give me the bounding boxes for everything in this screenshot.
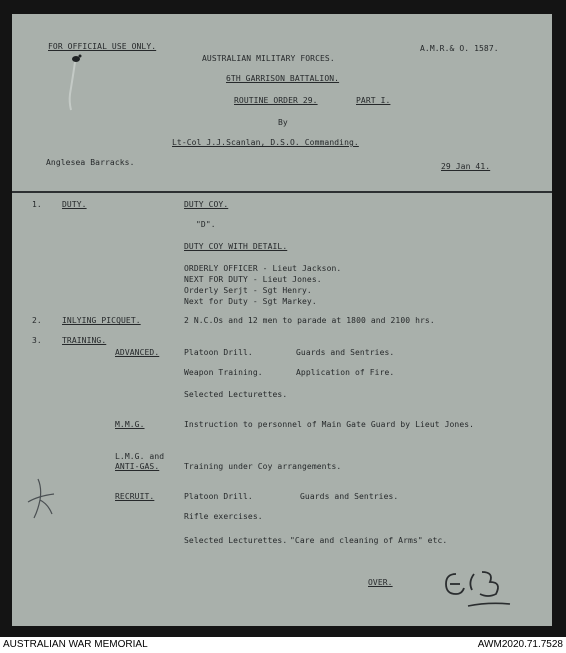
reference-number: A.M.R.& O. 1587. bbox=[420, 44, 499, 53]
advanced-row2-b: Application of Fire. bbox=[296, 368, 395, 377]
item-1-number: 1. bbox=[32, 200, 42, 209]
item-2-number: 2. bbox=[32, 316, 42, 325]
mmg-text: Instruction to personnel of Main Gate Guard by Lieut Jones. bbox=[184, 420, 475, 429]
advanced-row3: Selected Lecturettes. bbox=[184, 390, 288, 399]
signature-initials bbox=[438, 566, 518, 612]
commander-line: Lt-Col J.J.Scanlan, D.S.O. Commanding. bbox=[172, 138, 359, 147]
order-part: PART I. bbox=[356, 96, 391, 105]
by-label: By bbox=[278, 118, 288, 127]
margin-check-mark bbox=[24, 476, 58, 522]
duty-line: NEXT FOR DUTY - Lieut Jones. bbox=[184, 275, 322, 284]
recruit-row2: Rifle exercises. bbox=[184, 512, 263, 521]
recruit-row1-a: Platoon Drill. bbox=[184, 492, 253, 501]
duty-coy-heading: DUTY COY. bbox=[184, 200, 229, 209]
item-1-title: DUTY. bbox=[62, 200, 87, 209]
location-label: Anglesea Barracks. bbox=[46, 158, 135, 167]
duty-detail-heading: DUTY COY WITH DETAIL. bbox=[184, 242, 288, 251]
duty-line: ORDERLY OFFICER - Lieut Jackson. bbox=[184, 264, 342, 273]
document-page bbox=[12, 14, 552, 626]
advanced-row1-b: Guards and Sentries. bbox=[296, 348, 395, 357]
lmg-label-line1: L.M.G. and bbox=[115, 452, 165, 461]
header-divider bbox=[12, 191, 552, 193]
item-3-title: TRAINING. bbox=[62, 336, 107, 345]
duty-line: Orderly Serjt - Sgt Henry. bbox=[184, 286, 312, 295]
order-date: 29 Jan 41. bbox=[441, 162, 491, 171]
item-3-number: 3. bbox=[32, 336, 42, 345]
footer-institution: AUSTRALIAN WAR MEMORIAL bbox=[3, 639, 148, 650]
item-2-title: INLYING PICQUET. bbox=[62, 316, 141, 325]
mmg-label: M.M.G. bbox=[115, 420, 145, 429]
org-title: AUSTRALIAN MILITARY FORCES. bbox=[202, 54, 335, 63]
picquet-text: 2 N.C.Os and 12 men to parade at 1800 and 2100 hrs. bbox=[184, 316, 435, 325]
duty-line: Next for Duty - Sgt Markey. bbox=[184, 297, 317, 306]
archive-footer bbox=[0, 637, 566, 653]
advanced-label: ADVANCED. bbox=[115, 348, 160, 357]
recruit-label: RECRUIT. bbox=[115, 492, 155, 501]
advanced-row2-a: Weapon Training. bbox=[184, 368, 263, 377]
classification-label: FOR OFFICIAL USE ONLY. bbox=[48, 42, 157, 51]
over-label: OVER. bbox=[368, 578, 393, 587]
advanced-row1-a: Platoon Drill. bbox=[184, 348, 253, 357]
recruit-row1-b: Guards and Sentries. bbox=[300, 492, 399, 501]
ink-smudge-mark bbox=[64, 54, 94, 114]
lmg-label-line2: ANTI-GAS. bbox=[115, 462, 160, 471]
lmg-text: Training under Coy arrangements. bbox=[184, 462, 342, 471]
footer-accession-number: AWM2020.71.7528 bbox=[477, 639, 563, 650]
recruit-row3-b: "Care and cleaning of Arms" etc. bbox=[290, 536, 448, 545]
recruit-row3-a: Selected Lecturettes. bbox=[184, 536, 288, 545]
duty-coy-value: "D". bbox=[196, 220, 216, 229]
order-title: ROUTINE ORDER 29. bbox=[234, 96, 318, 105]
unit-title: 6TH GARRISON BATTALION. bbox=[226, 74, 340, 83]
